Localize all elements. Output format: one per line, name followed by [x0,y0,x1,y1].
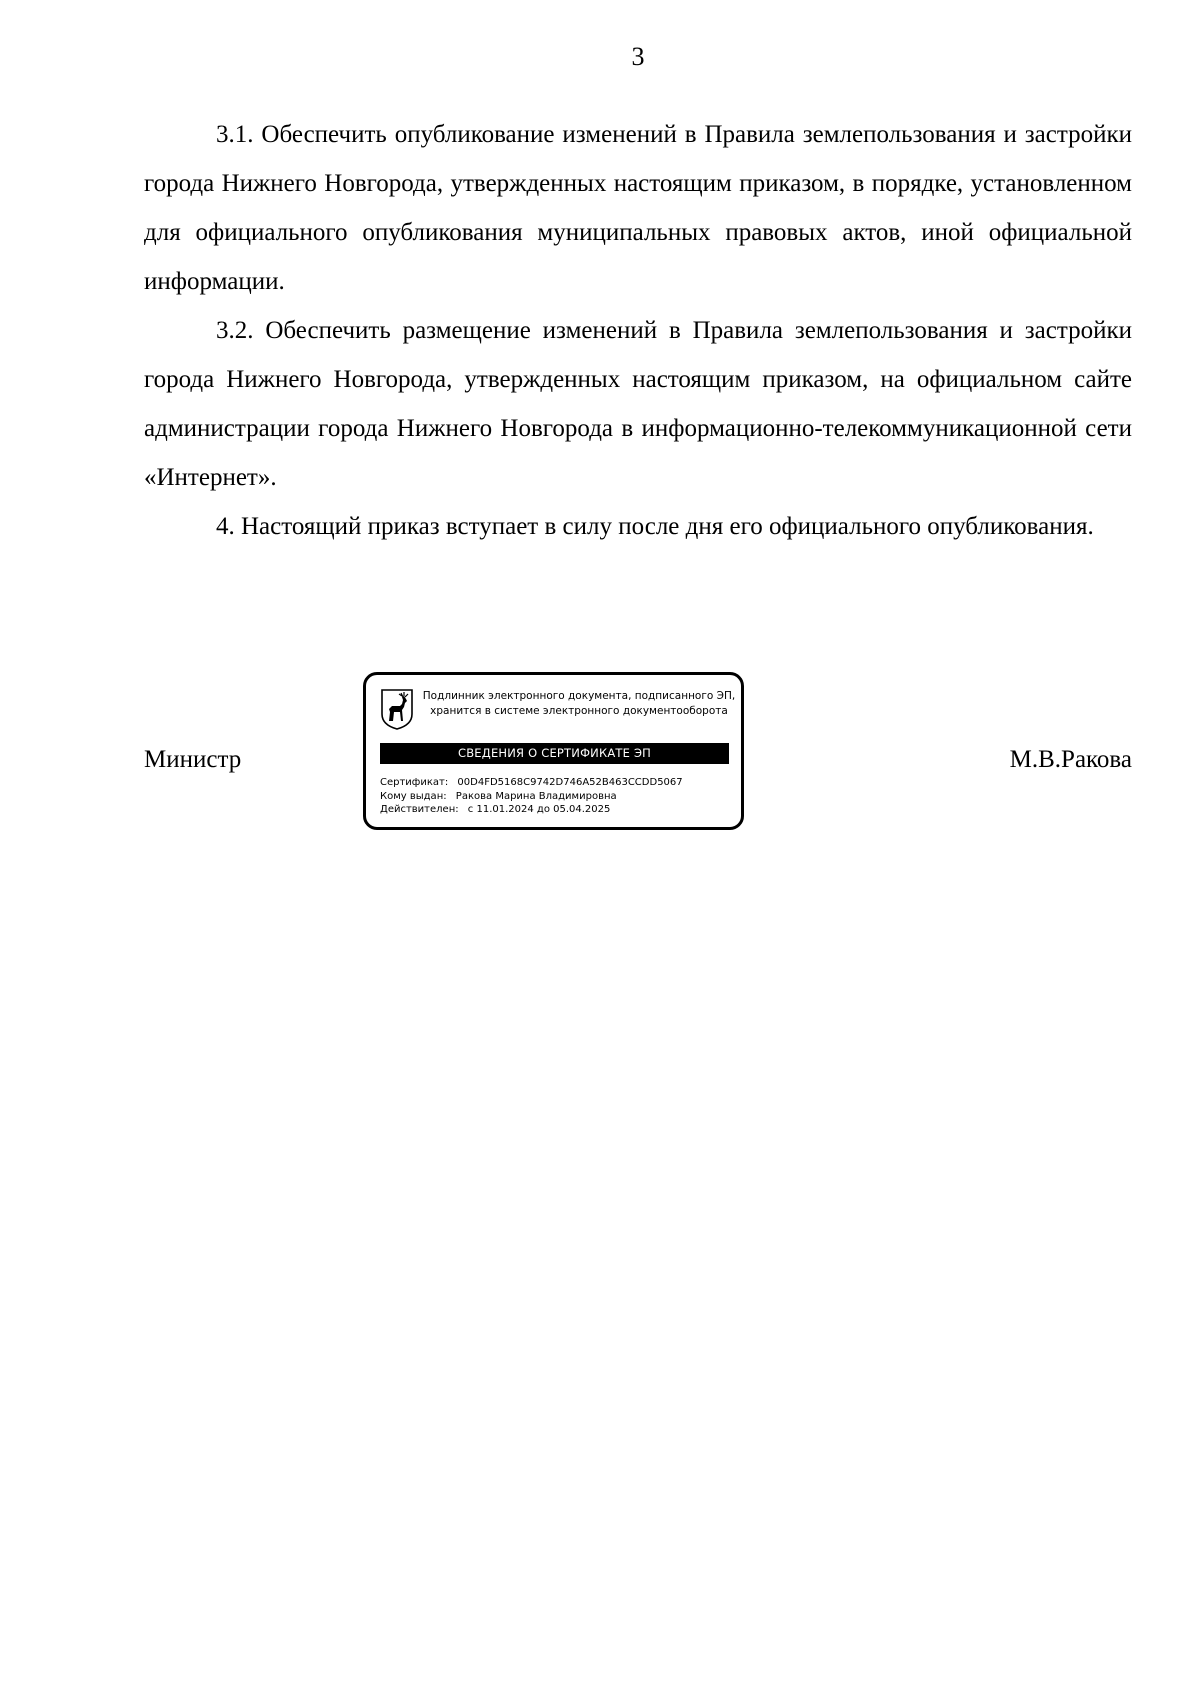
signer-position: Министр [144,746,242,773]
certificate-row [380,776,683,790]
issued-to-value: Ракова Марина Владимировна [455,790,617,802]
paragraph-3-2: 3.2. Обеспечить размещение изменений в Правила землепользования и застройки города Нижнего Новгорода, утвержденных настоящим приказом, на официальном сайте администрации города Нижнего Новгорода в информационно-телекоммуникационной сети «Интернет». [144,317,1132,491]
paragraph-4: 4. Настоящий приказ вступает в силу после дня его официального опубликования. [216,513,1094,540]
document-body [144,110,1132,551]
certificate-value: 00D4FD5168C9742D746A52B463CCDD5067 [457,777,683,788]
page-number: 3 [631,42,645,71]
stamp-details [380,776,683,817]
validity-value: с 11.01.2024 до 05.04.2025 [467,804,611,815]
stamp-title-bar: СВЕДЕНИЯ О СЕРТИФИКАТЕ ЭП [380,743,729,764]
signer-name: М.В.Ракова [1009,746,1132,773]
stamp-header [420,689,738,719]
issued-to-row [380,790,683,804]
certificate-label: Сертификат: [380,777,449,788]
stamp-header-line1: Подлинник электронного документа, подписанного ЭП, [422,690,736,702]
coat-of-arms-deer-icon [380,688,414,730]
paragraph-3-1: 3.1. Обеспечить опубликование изменений в Правила землепользования и застройки города Нижнего Новгорода, утвержденных настоящим приказом, в порядке, установленном для официального опубликования муниципальных правовых актов, иной официальной информации. [144,121,1132,295]
stamp-header-line2: хранится в системе электронного документооборота [430,705,728,717]
issued-to-label: Кому выдан: [380,790,447,802]
electronic-signature-stamp [363,672,744,830]
validity-row [380,803,683,817]
validity-label: Действителен: [380,804,459,815]
